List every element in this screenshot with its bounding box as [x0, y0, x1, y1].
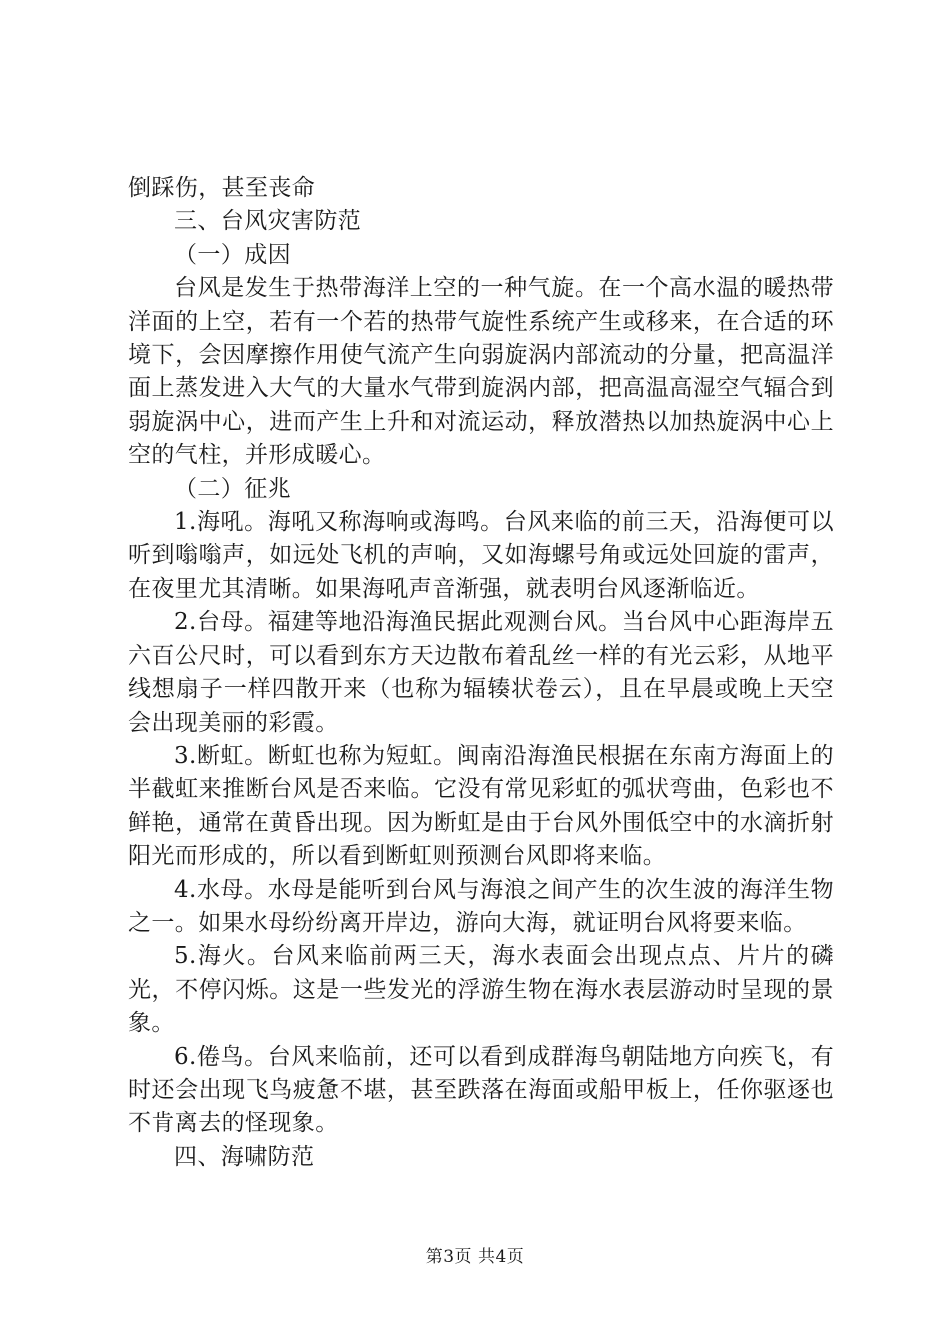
list-item: 3.断虹。断虹也称为短虹。闽南沿海渔民根据在东南方海面上的半截虹来推断台风是否来临。它没有常见彩虹的弧状弯曲，色彩也不鲜艳，通常在黄昏出现。因为断虹是由于台风外围低空中的水滴折射阳光而形成的，所以看到断虹则预测台风即将来临。 — [128, 742, 834, 870]
subsection-heading: （二）征兆 — [174, 475, 291, 502]
list-item: 1.海吼。海吼又称海响或海鸣。台风来临的前三天，沿海便可以听到嗡嗡声，如远处飞机的声响，又如海螺号角或远处回旋的雷声，在夜里尤其清晰。如果海吼声音渐强，就表明台风逐渐临近。 — [128, 509, 834, 602]
list-item: 6.倦鸟。台风来临前，还可以看到成群海鸟朝陆地方向疾飞，有时还会出现飞鸟疲惫不堪，甚至跌落在海面或船甲板上，任你驱逐也不肯离去的怪现象。 — [128, 1043, 834, 1137]
section-heading: 四、海啸防范 — [174, 1143, 315, 1170]
list-item: 4.水母。水母是能听到台风与海浪之间产生的次生波的海洋生物之一。如果水母纷纷离开岸边，游向大海，就证明台风将要来临。 — [128, 876, 834, 936]
subsection-heading: （一）成因 — [174, 241, 291, 268]
section-heading: 三、台风灾害防范 — [174, 208, 362, 235]
list-item: 2.台母。福建等地沿海渔民据此观测台风。当台风中心距海岸五六百公尺时，可以看到东方天边散布着乱丝一样的有光云彩，从地平线想扇子一样四散开来（也称为辐辏状卷云），且在早晨或晚上天空会出现美丽的彩霞。 — [128, 609, 834, 736]
list-item: 5.海火。台风来临前两三天，海水表面会出现点点、片片的磷光，不停闪烁。这是一些发光的浮游生物在海水表层游动时呈现的景象。 — [128, 943, 834, 1037]
paragraph: 倒踩伤，甚至丧命 — [128, 175, 316, 201]
paragraph: 台风是发生于热带海洋上空的一种气旋。在一个高水温的暖热带洋面的上空，若有一个若的热带气旋性系统产生或移来，在合适的环境下，会因摩擦作用使气流产生向弱旋涡内部流动的分量，把高温洋面上蒸发进入大气的大量水气带到旋涡内部，把高温高湿空气辐合到弱旋涡中心，进而产生上升和对流运动，释放潜热以加热旋涡中心上空的气柱，并形成暖心。 — [128, 275, 834, 469]
page-number-footer: 第3页 共4页 — [425, 1247, 525, 1267]
document-body — [128, 172, 834, 1174]
